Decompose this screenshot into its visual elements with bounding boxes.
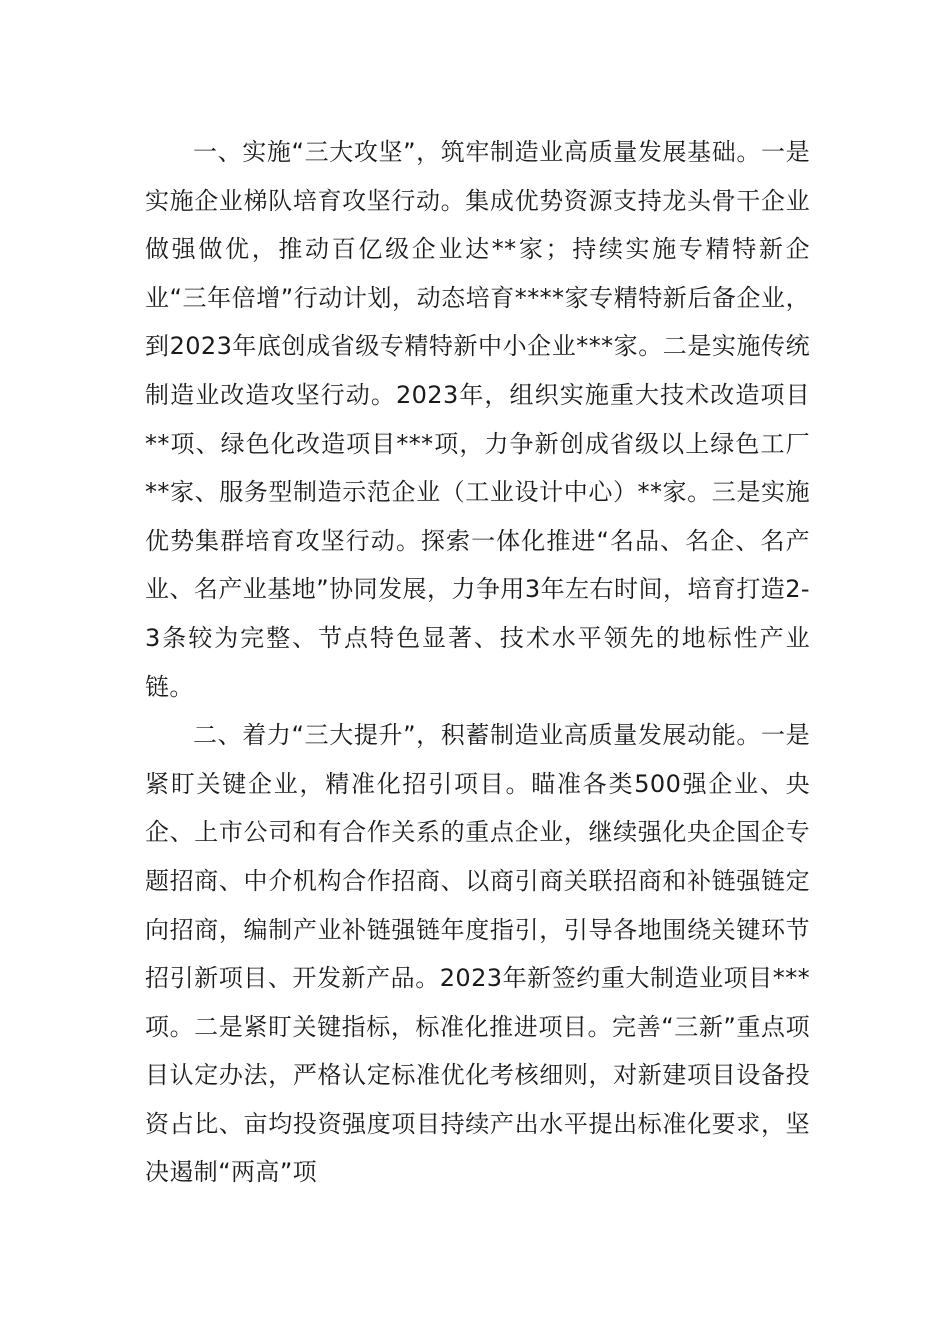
document-body <box>145 128 810 1197</box>
paragraph-three-major-tasks: 一、实施“三大攻坚”，筑牢制造业高质量发展基础。一是实施企业梯队培育攻坚行动。集成优势资源支持龙头骨干企业做强做优，推动百亿级企业达**家；持续实施专精特新企业“三年倍增”行动计划，动态培育****家专精特新后备企业，到2023年底创成省级专精特新中小企业***家。二是实施传统制造业改造攻坚行动。2023年，组织实施重大技术改造项目**项、绿色化改造项目***项，力争新创成省级以上绿色工厂**家、服务型制造示范企业（工业设计中心）**家。三是实施优势集群培育攻坚行动。探索一体化推进“名品、名企、名产业、名产业基地”协同发展，力争用3年左右时间，培育打造2-3条较为完整、节点特色显著、技术水平领先的地标性产业链。 <box>145 138 810 701</box>
paragraph-three-major-improvements: 二、着力“三大提升”，积蓄制造业高质量发展动能。一是紧盯关键企业，精准化招引项目。瞄准各类500强企业、央企、上市公司和有合作关系的重点企业，继续强化央企国企专题招商、中介机构合作招商、以商引商关联招商和补链强链定向招商，编制产业补链强链年度指引，引导各地围绕关键环节招引新项目、开发新产品。2023年新签约重大制造业项目***项。二是紧盯关键指标，标准化推进项目。完善“三新”重点项目认定办法，严格认定标准优化考核细则，对新建项目设备投资占比、亩均投资强度项目持续产出水平提出标准化要求，坚决遏制“两高”项 <box>145 721 810 1187</box>
